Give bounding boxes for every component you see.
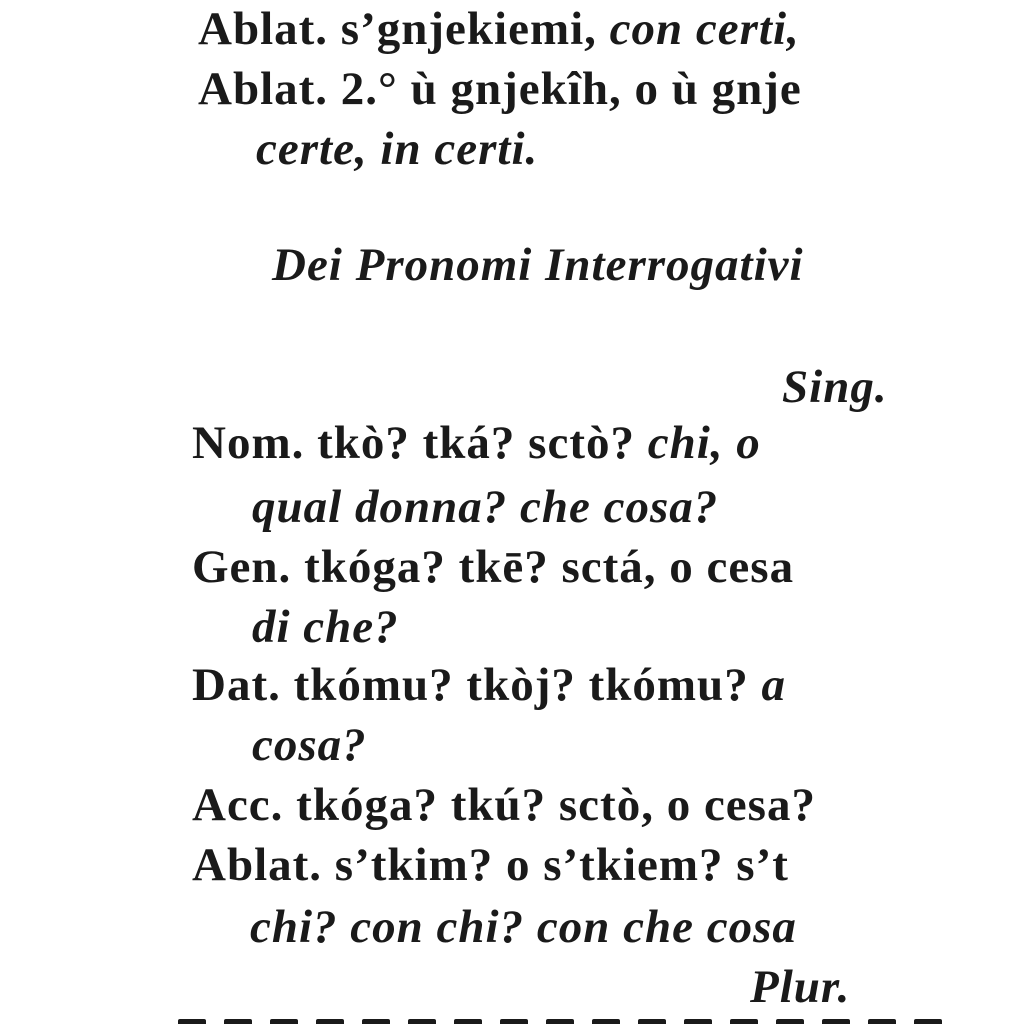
declension-row: [192, 541, 795, 593]
line-gloss: certe, in certi.: [256, 123, 539, 175]
case-forms: tkóga? tkē? sctá, o cesa: [304, 541, 795, 593]
text-line: [198, 63, 802, 115]
case-gloss: qual donna? che cosa?: [252, 481, 719, 533]
gloss-continuation: [252, 719, 367, 771]
singular-label: Sing.: [782, 361, 888, 413]
case-label: Dat.: [192, 659, 281, 711]
line-lead: Ablat. s’gnjekiemi,: [198, 3, 597, 55]
case-forms: tkò? tká? sctò?: [317, 417, 635, 469]
text-line: [198, 3, 800, 55]
line-gloss: con certi,: [609, 3, 800, 55]
case-gloss: cosa?: [252, 719, 367, 771]
case-gloss: di che?: [252, 601, 399, 653]
case-label: Nom.: [192, 417, 305, 469]
case-label: Gen.: [192, 541, 292, 593]
case-forms: tkóga? tkú? sctò, o cesa?: [296, 779, 816, 831]
gloss-continuation: [252, 481, 719, 533]
declension-row: [192, 779, 816, 831]
case-forms: tkómu? tkòj? tkómu?: [293, 659, 749, 711]
text-line: [256, 123, 539, 175]
case-gloss: a: [761, 659, 786, 711]
declension-row: [192, 839, 789, 891]
line-lead: Ablat. 2.° ù gnjekîh, o ù gnje: [198, 63, 802, 115]
plural-label: Plur.: [750, 961, 851, 1013]
section-title: Dei Pronomi Interrogativi: [272, 239, 804, 291]
declension-row: [192, 659, 786, 711]
case-label: Ablat.: [192, 839, 323, 891]
declension-row: [192, 417, 761, 469]
gloss-continuation: [250, 901, 797, 953]
case-label: Acc.: [192, 779, 284, 831]
case-gloss: chi? con chi? con che cosa: [250, 901, 797, 953]
cut-off-text-line: [178, 1016, 998, 1024]
case-gloss: chi, o: [647, 417, 761, 469]
gloss-continuation: [252, 601, 399, 653]
case-forms: s’tkim? o s’tkiem? s’t: [334, 839, 789, 891]
